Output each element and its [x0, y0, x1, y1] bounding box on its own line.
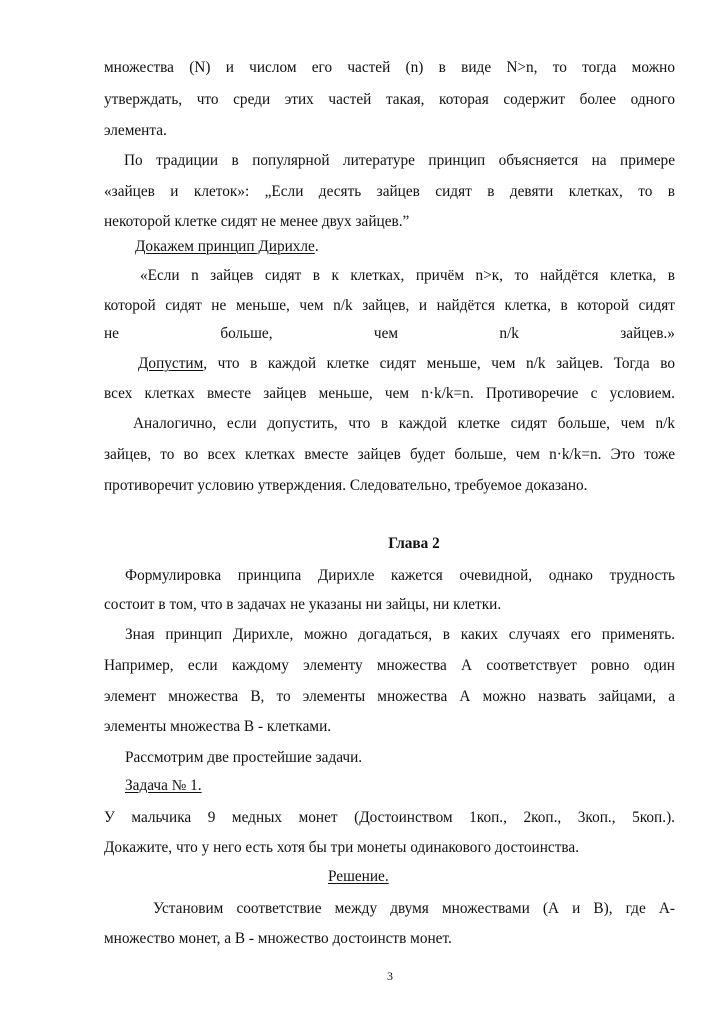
statement-word-3: чем — [373, 325, 399, 342]
proof-heading-tail: . — [314, 238, 319, 255]
similar-line-1: Аналогично, если допустить, что в каждой клетке сидят больше, чем n/k — [133, 415, 675, 432]
ch2-para1-line-2: состоит в том, что в задачах не указаны ни зайцы, ни клетки. — [104, 596, 502, 613]
statement-word-4: n/k — [499, 325, 519, 342]
intro-line-2: утверждать, что среди этих частей такая, которая содержит более одного — [104, 91, 675, 108]
proof-heading-text: Докажем принцип Дирихле — [135, 238, 315, 255]
similar-line-3: противоречит условию утверждения. Следовательно, требуемое доказано. — [104, 477, 588, 494]
assume-line-2: всех клетках вместе зайцев меньше, чем n·k/k=n. Противоречие с условием. — [104, 385, 675, 402]
solution-line-2: множество монет, а В - множество достоинств монет. — [104, 930, 452, 947]
statement-line-2: которой сидят не меньше, чем n/k зайцев, и найдётся клетка, в которой сидят — [104, 297, 675, 314]
assume-word: Допустим — [138, 355, 204, 372]
statement-line-3 — [104, 324, 675, 344]
statement-word-2: больше, — [220, 325, 273, 342]
assume-line-rest: , что в каждой клетке сидят меньше, чем n/k зайцев. Тогда во — [203, 355, 675, 372]
statement-line-1: «Если n зайцев сидят в к клетках, причём n>к, то найдётся клетка, в — [140, 267, 675, 284]
solution-title-text: Решение. — [328, 868, 389, 885]
ch2-para2-line-2: Например, если каждому элементу множества А соответствует ровно один — [104, 657, 675, 674]
solution-line-1: Установим соответствие между двумя множествами (А и В), где А- — [153, 900, 675, 917]
ch2-para2-line-1: Зная принцип Дирихле, можно догадаться, в каких случаях его применять. — [125, 626, 675, 643]
statement-word-1: не — [104, 325, 119, 342]
task-line-2: Докажите, что у него есть хотя бы три монеты одинакового достоинства. — [104, 839, 580, 856]
consider-line: Рассмотрим две простейшие задачи. — [125, 749, 363, 766]
tradition-line-1: По традиции в популярной литературе принцип объясняется на примере — [124, 152, 675, 169]
chapter-title: Глава 2 — [388, 535, 440, 552]
tradition-line-3: некоторой клетке сидят не менее двух зайцев.” — [104, 213, 410, 230]
task-line-1: У мальчика 9 медных монет (Достоинством 1коп., 2коп., 3коп., 5коп.). — [104, 809, 675, 826]
solution-title — [328, 867, 448, 887]
page-number: 3 — [387, 969, 393, 983]
ch2-para2-line-3: элемент множества В, то элементы множества А можно назвать зайцами, а — [104, 688, 675, 705]
task-title — [125, 776, 675, 796]
statement-word-5: зайцев.» — [620, 325, 675, 342]
intro-line-3: элемента. — [104, 122, 167, 139]
ch2-para1-line-1: Формулировка принципа Дирихле кажется очевидной, однако трудность — [125, 567, 675, 584]
assume-line-1 — [138, 354, 675, 374]
proof-heading — [135, 237, 675, 257]
similar-line-2: зайцев, то во всех клетках вместе зайцев будет больше, чем n·k/k=n. Это тоже — [104, 446, 675, 463]
ch2-para2-line-4: элементы множества В - клетками. — [104, 718, 332, 735]
intro-line-1: множества (N) и числом его частей (n) в виде N>n, то тогда можно — [104, 59, 675, 76]
tradition-line-2: «зайцев и клеток»: „Если десять зайцев сидят в девяти клетках, то в — [104, 183, 675, 200]
task-title-text: Задача № 1. — [125, 777, 202, 794]
